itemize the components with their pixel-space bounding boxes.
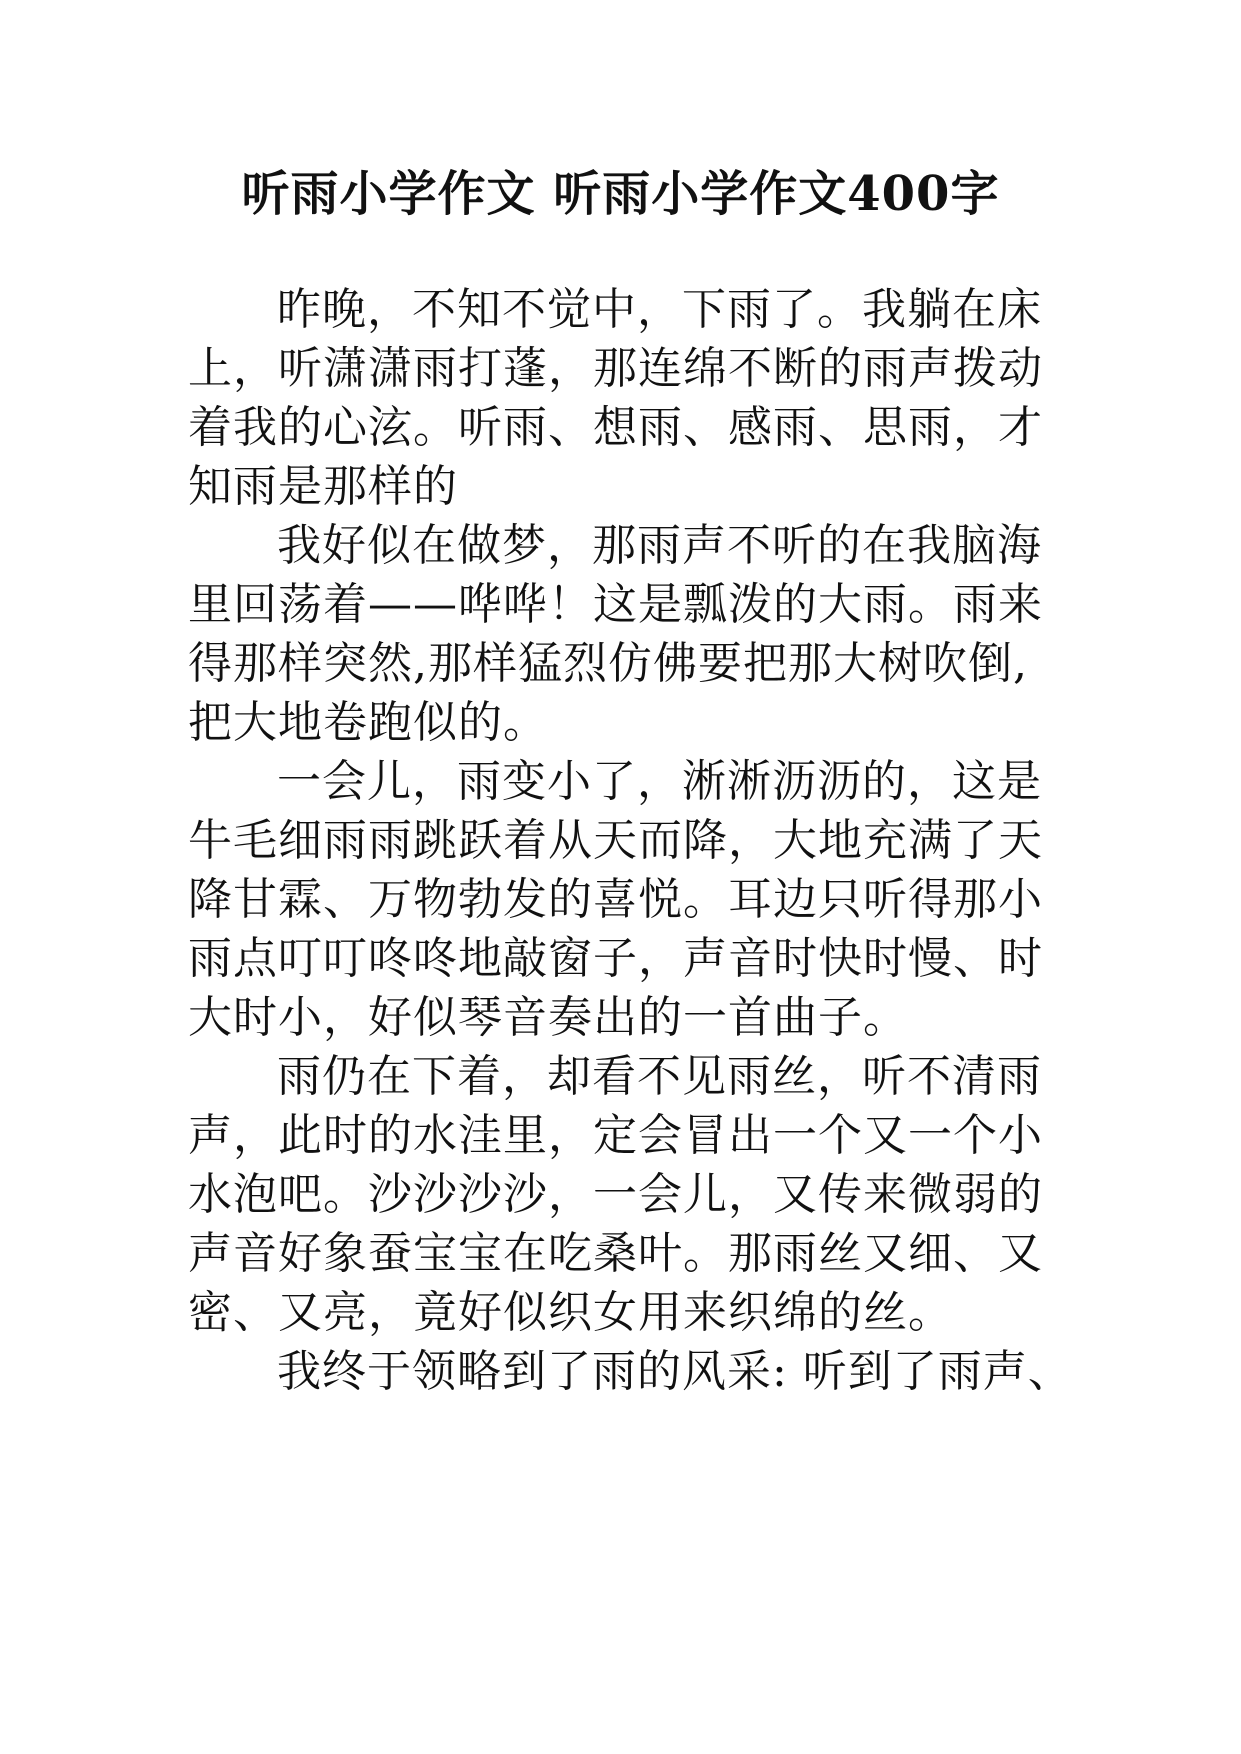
text-line: 声音好象蚕宝宝在吃桑叶。那雨丝又细、又 bbox=[188, 1228, 1043, 1279]
document-title: 听雨小学作文 听雨小学作文400字 bbox=[241, 166, 1000, 222]
text-line: 着我的心泫。听雨、想雨、感雨、思雨，才 bbox=[188, 402, 1043, 453]
text-line: 把大地卷跑似的。 bbox=[188, 697, 548, 748]
text-line: 密、又亮，竟好似织女用来织绵的丝。 bbox=[188, 1287, 953, 1338]
text-line: 得那样突然,那样猛烈仿佛要把那大树吹倒, bbox=[188, 638, 1028, 689]
text-line: 降甘霖、万物勃发的喜悦。耳边只听得那小 bbox=[188, 874, 1043, 925]
text-line: 水泡吧。沙沙沙沙，一会儿，又传来微弱的 bbox=[188, 1169, 1043, 1220]
text-line: 声，此时的水洼里，定会冒出一个又一个小 bbox=[188, 1110, 1043, 1161]
text-line: 我终于领略到了雨的风采: 听到了雨声、 bbox=[277, 1346, 1073, 1397]
text-line: 上，听潇潇雨打蓬，那连绵不断的雨声拨动 bbox=[188, 343, 1043, 394]
text-line: 一会儿，雨变小了，淅淅沥沥的，这是 bbox=[277, 756, 1042, 807]
text-line: 我好似在做梦，那雨声不听的在我脑海 bbox=[277, 520, 1042, 571]
text-line: 大时小，好似琴音奏出的一首曲子。 bbox=[188, 992, 908, 1043]
text-line: 昨晚，不知不觉中，下雨了。我躺在床 bbox=[277, 284, 1042, 335]
text-line: 雨仍在下着，却看不见雨丝，听不清雨 bbox=[277, 1051, 1042, 1102]
text-line: 牛毛细雨雨跳跃着从天而降，大地充满了天 bbox=[188, 815, 1043, 866]
text-line: 知雨是那样的 bbox=[188, 461, 458, 512]
text-line: 雨点叮叮咚咚地敲窗子，声音时快时慢、时 bbox=[188, 933, 1043, 984]
text-line: 里回荡着——哗哗！这是瓢泼的大雨。雨来 bbox=[188, 579, 1043, 630]
